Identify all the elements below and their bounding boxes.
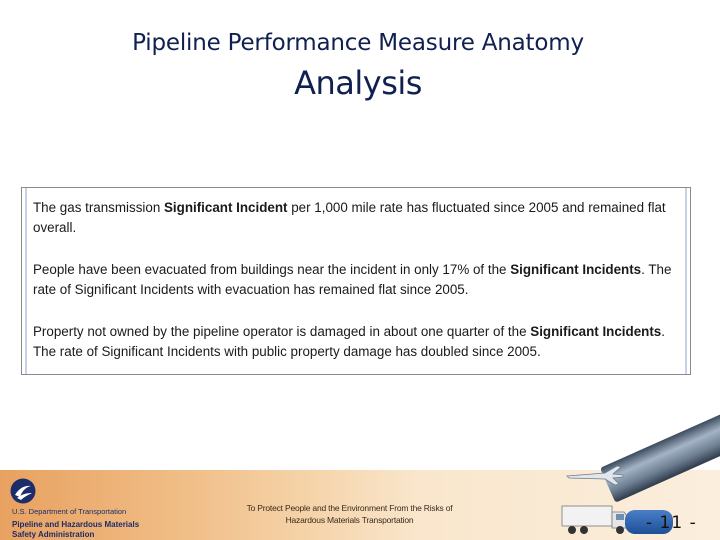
- slide-subtitle: Analysis: [294, 64, 422, 102]
- dot-logo-icon: [10, 478, 36, 504]
- page-number: - 11 -: [646, 513, 697, 533]
- analysis-text-box: [21, 187, 691, 375]
- slide-title: Pipeline Performance Measure Anatomy: [132, 30, 584, 56]
- highlight-term: Significant Incident: [163, 200, 288, 215]
- airplane-icon: [565, 462, 625, 488]
- analysis-paragraph-1: The gas transmission Significant Incident per 1,000 mile rate has fluctuated since 2005 and remained flat overall.: [33, 200, 666, 235]
- agency-name: U.S. Department of Transportation Pipeline and Hazardous Materials Safety Administration: [12, 507, 140, 539]
- mission-statement: To Protect People and the Environment From the Risks of Hazardous Materials Transportation: [246, 503, 453, 525]
- analysis-paragraph-3: Property not owned by the pipeline operator is damaged in about one quarter of the Significant Incidents. The rate of Significant Incidents with public property damage has doubled since 2005.: [33, 324, 665, 359]
- highlight-term: Significant Incidents: [510, 262, 642, 277]
- department-name: U.S. Department of Transportation: [12, 507, 127, 516]
- highlight-term: Significant Incidents: [530, 324, 662, 339]
- truck-icon: [560, 500, 634, 536]
- analysis-paragraph-2: People have been evacuated from buildings near the incident in only 17% of the Significant Incidents. The rate of Significant Incidents with evacuation has remained flat since 2005.: [33, 262, 672, 297]
